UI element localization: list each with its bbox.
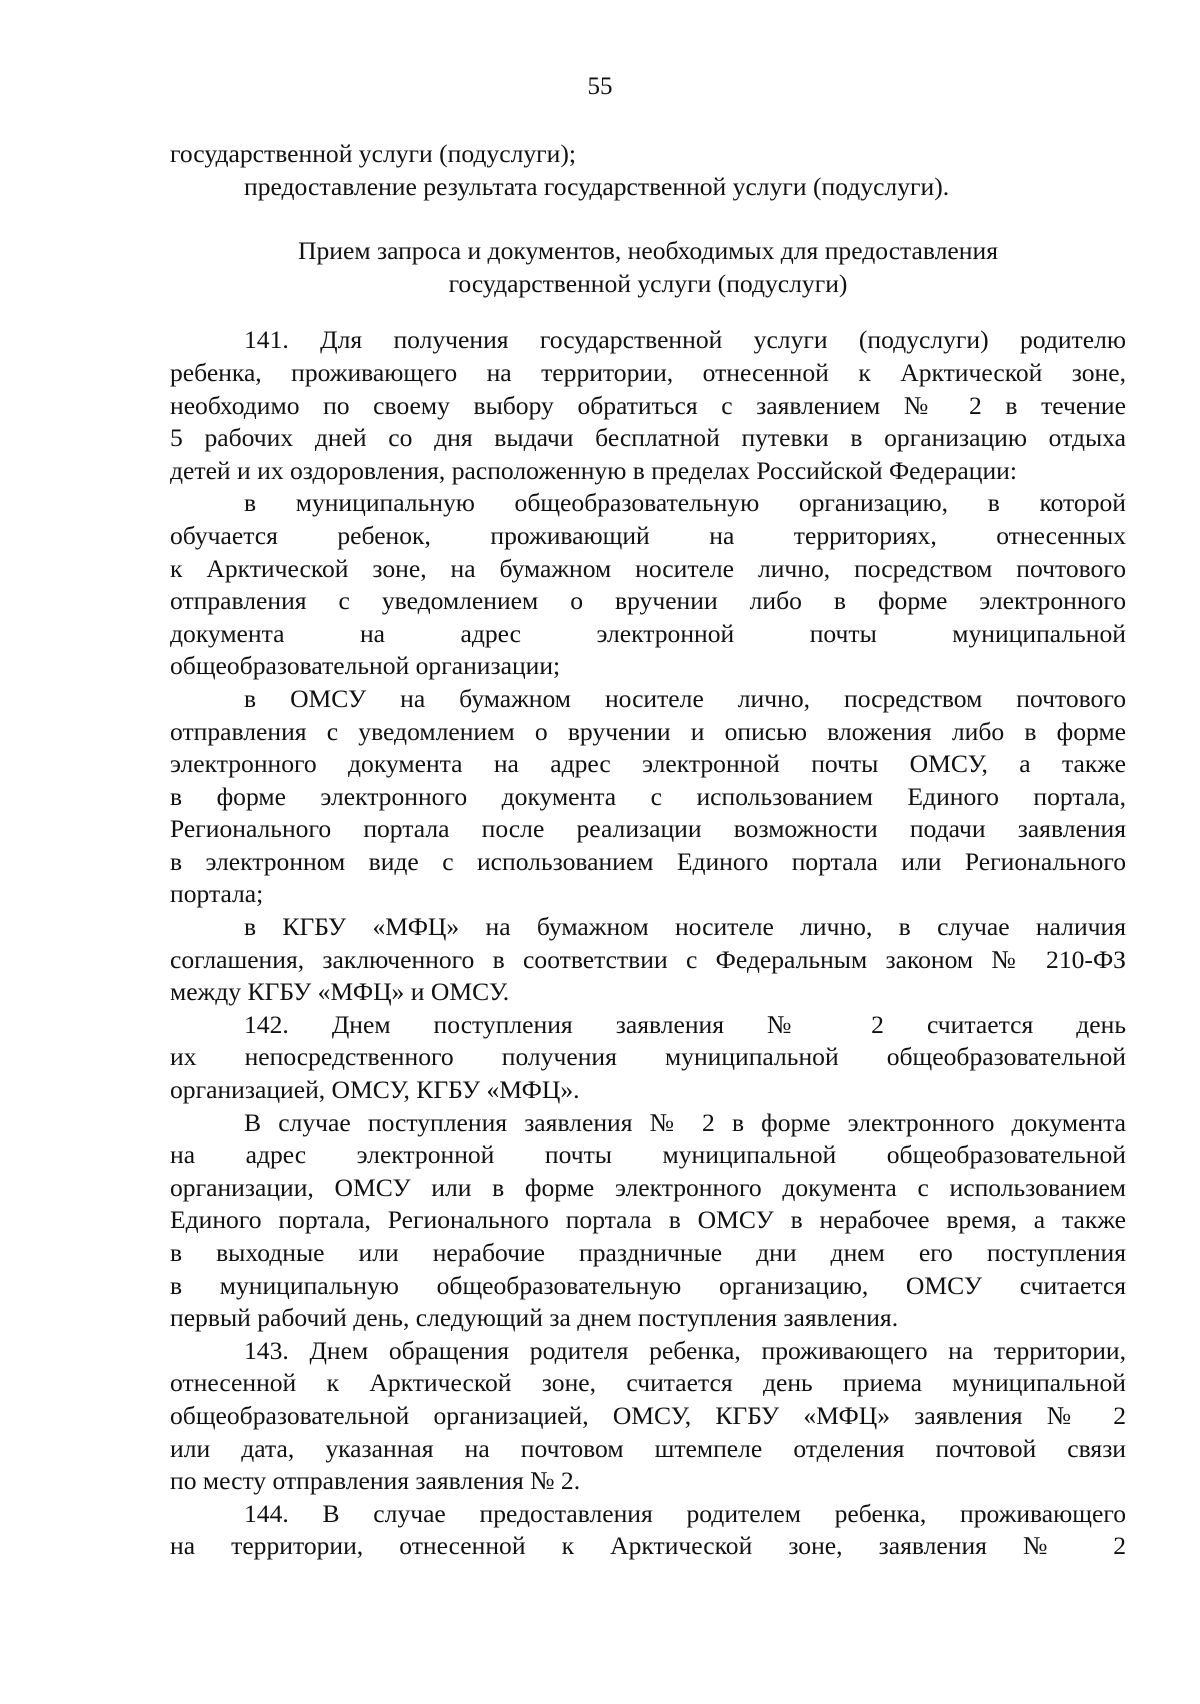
paragraph-141-a-line: к Арктической зоне, на бумажном носителе лично, посредством почтового (170, 553, 1126, 583)
paragraph-141-line: 5 рабочих дней со дня выдачи бесплатной путевки в организацию отдыха (170, 423, 1126, 453)
paragraph-142-b-line: организации, ОМСУ или в форме электронного документа с использованием (170, 1172, 1126, 1202)
paragraph-141-line: необходимо по своему выбору обратиться с заявлением № 2 в течение (170, 390, 1126, 420)
paragraph-141-a-line: отправления с уведомлением о вручении либо в форме электронного (170, 586, 1126, 616)
page-number: 55 (587, 73, 613, 100)
paragraph-141-line: 141. Для получения государственной услуги (подуслуги) родителю (244, 325, 1126, 355)
paragraph-143-line: отнесенной к Арктической зоне, считается день приема муниципальной (170, 1368, 1126, 1398)
paragraph-144-line: на территории, отнесенной к Арктической зоне, заявления № 2 (170, 1531, 1126, 1561)
text-line: государственной услуги (подуслуги); (170, 139, 576, 168)
paragraph-143-line: по месту отправления заявления № 2. (170, 1466, 581, 1496)
section-heading-line: Прием запроса и документов, необходимых для предоставления (298, 236, 998, 266)
paragraph-141-c-line: в КГБУ «МФЦ» на бумажном носителе лично, в случае наличия (244, 912, 1126, 942)
paragraph-141-line: детей и их оздоровления, расположенную в пределах Российской Федерации: (170, 455, 1017, 485)
paragraph-142-line: 142. Днем поступления заявления № 2 считается день (244, 1009, 1126, 1039)
paragraph-141-b-line: электронного документа на адрес электронной почты ОМСУ, а также (170, 749, 1126, 779)
paragraph-142-b-line: в муниципальную общеобразовательную организацию, ОМСУ считается (170, 1270, 1126, 1300)
section-heading-line: государственной услуги (подуслуги) (448, 268, 848, 298)
paragraph-141-b-line: в форме электронного документа с использованием Единого портала, (170, 781, 1126, 811)
paragraph-141-a-line: обучается ребенок, проживающий на территориях, отнесенных (170, 520, 1126, 550)
paragraph-142-b-line: в выходные или нерабочие праздничные дни днем его поступления (170, 1238, 1126, 1267)
paragraph-141-c-line: соглашения, заключенного в соответствии с Федеральным законом № 210-ФЗ (170, 944, 1126, 974)
paragraph-142-b-line: первый рабочий день, следующий за днем поступления заявления. (170, 1303, 899, 1333)
paragraph-143-line: 143. Днем обращения родителя ребенка, проживающего на территории, (244, 1335, 1126, 1365)
paragraph-141-c-line: между КГБУ «МФЦ» и ОМСУ. (170, 977, 510, 1007)
paragraph-141-a-line: документа на адрес электронной почты муниципальной (170, 618, 1126, 648)
text-line: предоставление результата государственной услуги (подуслуги). (244, 171, 950, 201)
paragraph-141-b-line: отправления с уведомлением о вручении и описью вложения либо в форме (170, 716, 1126, 746)
paragraph-141-b-line: портала; (170, 879, 264, 909)
paragraph-142-b-line: Единого портала, Регионального портала в ОМСУ в нерабочее время, а также (170, 1205, 1126, 1235)
paragraph-144-line: 144. В случае предоставления родителем ребенка, проживающего (244, 1498, 1126, 1528)
paragraph-142-line: организацией, ОМСУ, КГБУ «МФЦ». (170, 1075, 580, 1105)
paragraph-143-line: общеобразовательной организацией, ОМСУ, КГБУ «МФЦ» заявления № 2 (170, 1400, 1126, 1430)
paragraph-141-b-line: в электронном виде с использованием Единого портала или Регионального (170, 846, 1126, 876)
document-body (170, 138, 1126, 1563)
paragraph-143-line: или дата, указанная на почтовом штемпеле отделения почтовой связи (170, 1433, 1126, 1463)
paragraph-141-b-line: в ОМСУ на бумажном носителе лично, посредством почтового (244, 683, 1126, 713)
paragraph-142-b-line: на адрес электронной почты муниципальной общеобразовательной (170, 1140, 1126, 1170)
spacer (170, 300, 1126, 324)
paragraph-142-b-line: В случае поступления заявления № 2 в форме электронного документа (244, 1107, 1126, 1137)
paragraph-141-a-line: общеобразовательной организации; (170, 651, 561, 681)
paragraph-141-b-line: Регионального портала после реализации возможности подачи заявления (170, 814, 1126, 844)
paragraph-141-line: ребенка, проживающего на территории, отнесенной к Арктической зоне, (170, 357, 1126, 387)
paragraph-141-a-line: в муниципальную общеобразовательную организацию, в которой (244, 488, 1126, 518)
paragraph-142-line: их непосредственного получения муниципальной общеобразовательной (170, 1042, 1126, 1072)
spacer (170, 203, 1126, 235)
